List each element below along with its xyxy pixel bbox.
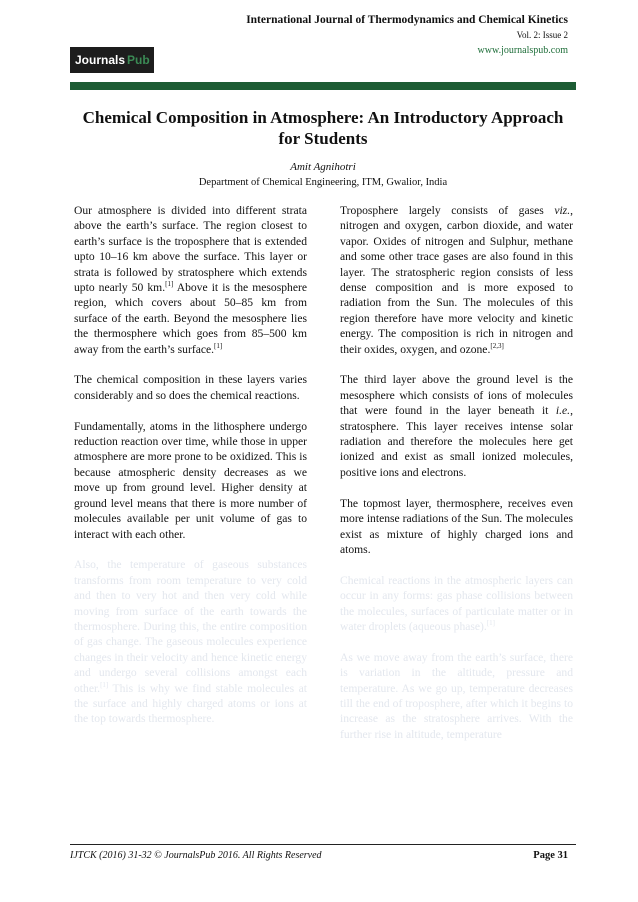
journal-name: International Journal of Thermodynamics and Chemical Kinetics [246, 14, 568, 26]
author-name: Amit Agnihotri [290, 161, 356, 173]
paragraph-chemical-reactions-faded: Chemical reactions in the atmospheric layers can occur in any forms: gas phase collisions between the molecules, surfaces of particulate matter or in water droplets (aqueous phase).[1] [340, 573, 573, 633]
author-affiliation: Department of Chemical Engineering, ITM, Gwalior, India [198, 177, 448, 188]
citation-ref: [1] [214, 341, 223, 350]
paragraph-thermosphere: The topmost layer, thermosphere, receives even more intense radiations of the Sun. The molecules exist as mixture of highly charged ions and atoms. [340, 496, 573, 556]
citation-ref: [1] [486, 619, 495, 628]
right-column [340, 203, 573, 758]
citation-ref: [1] [100, 680, 109, 689]
paragraph-atmosphere-layers: Our atmosphere is divided into different strata above the earth’s surface. The region closest to earth’s surface is the troposphere that is extended upto 10–16 km above the surface. This layer or strata is followed by stratosphere which extends upto nearly 50 km.[1] Above it is the mesosphere region, which covers about 50–85 km from surface of the earth. Beyond the mesosphere lies the thermosphere which goes from 85–500 km away from the earth’s surface.[1] [74, 204, 307, 356]
page-number: Page 31 [533, 850, 568, 861]
paragraph-temperature-faded: Also, the temperature of gaseous substances transforms from room temperature to very cold and then to very hot and then very cold while moving from surface of the earth towards the thermosphere. During this, the entire composition of gas change. The gaseous molecules experience changes in their velocity and hence kinetic energy and undergo several collisions amongst each other.[1] This is why we find stable molecules at the surface and highly charged atoms or ions at the top towards thermosphere. [74, 558, 307, 726]
left-column [74, 203, 307, 742]
paragraph-composition-varies: The chemical composition in these layers varies considerably and so does the chemical reactions. [74, 373, 307, 402]
paragraph-lithosphere: Fundamentally, atoms in the lithosphere undergo reduction reaction over time, while those in upper atmosphere are more prone to be oxidized. This is because atmospheric density decreases as we move up from ground level. Higher density at ground level means that there is more number of molecules available per unit volume of gas to interact with each other. [74, 419, 307, 541]
volume-issue: Vol. 2: Issue 2 [516, 30, 568, 40]
journal-website-link[interactable]: www.journalspub.com [477, 45, 568, 56]
header-divider-bar [70, 82, 576, 90]
footer-divider [70, 844, 576, 845]
journalspub-logo [70, 47, 154, 73]
citation-ref: [2,3] [490, 341, 504, 350]
paragraph-mesosphere: The third layer above the ground level is the mesosphere which consists of ions of molecules that were found in the layer beneath it i.e., stratosphere. This layer receives intense solar radiation and therefore the molecules here get ionized and exist as small ionized molecules, positive ions and electrons. [340, 373, 573, 479]
paragraph-troposphere: Troposphere largely consists of gases viz., nitrogen and oxygen, carbon dioxide, and water vapor. Oxides of nitrogen and Sulphur, methane and some other trace gases are also found in this layer. The stratospheric region consists of less dense composition and is more exposed to radiation from the Sun. The molecules of this region therefore have more velocity and kinetic energy. The composition is rich in nitrogen and their oxides, oxygen, and ozone.[2,3] [340, 204, 573, 356]
article-title: Chemical Composition in Atmosphere: An Introductory Approach for Students [82, 108, 564, 148]
paragraph-altitude-faded: As we move away from the earth’s surface, there is variation in the altitude, pressure and temperature. As we go up, temperature decreases till the end of troposphere, after which it begins to increase as the stratosphere arrives. With the further rise in altitude, temperature [340, 650, 573, 741]
logo-text-pub: Pub [127, 53, 150, 67]
citation-ref: [1] [165, 280, 174, 289]
logo-text-journals: Journals [75, 53, 126, 67]
footer-citation: IJTCK (2016) 31-32 © JournalsPub 2016. All Rights Reserved [70, 850, 322, 861]
